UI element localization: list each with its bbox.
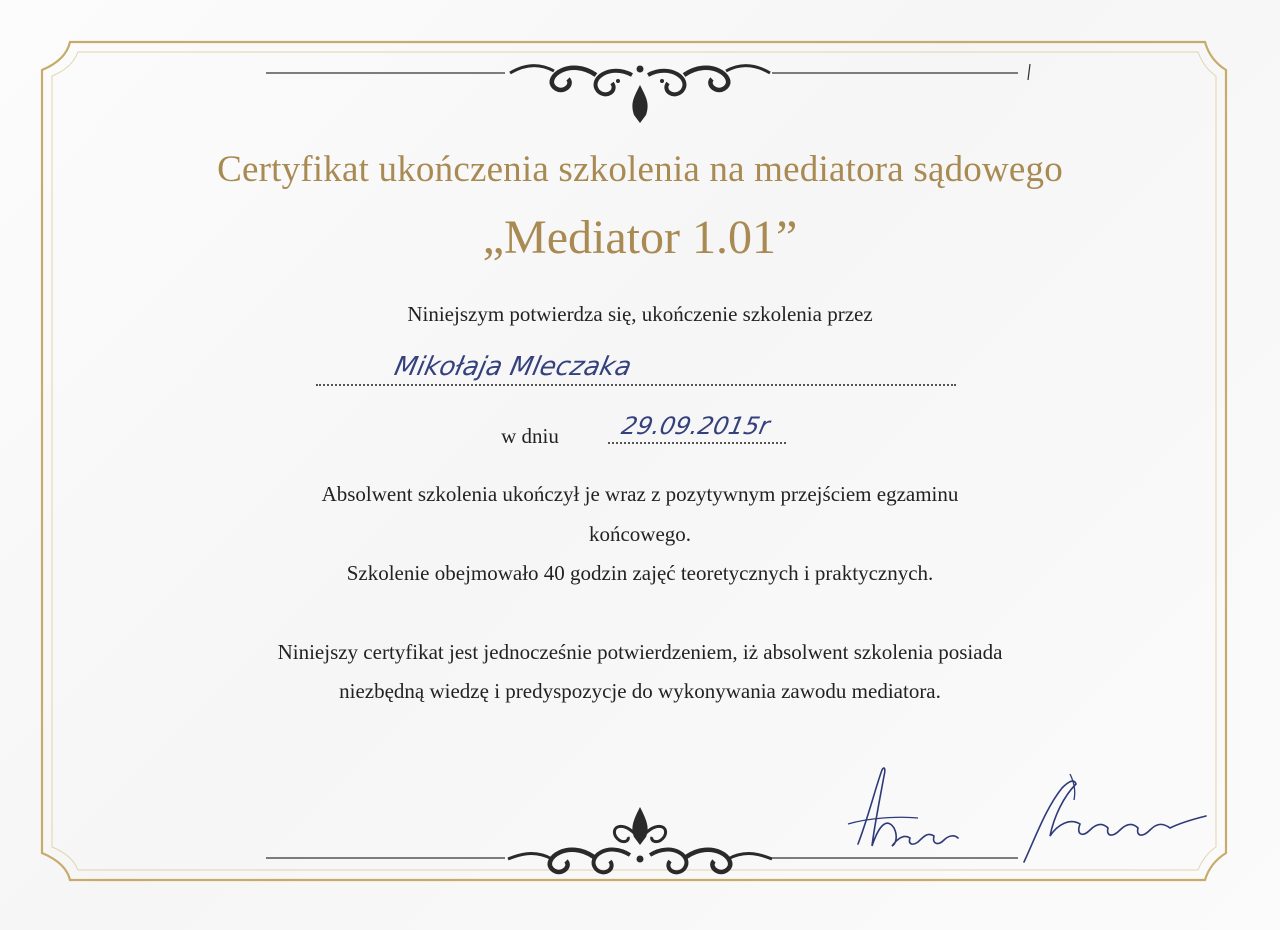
body-line-3: Szkolenie obejmowało 40 godzin zajęć teoretycznych i praktycznych. bbox=[346, 561, 934, 585]
body-line-1: Absolwent szkolenia ukończył je wraz z pozytywnym przejściem egzaminu bbox=[321, 482, 959, 506]
closing-line-2: niezbędną wiedzę i predyspozycje do wykonywania zawodu mediatora. bbox=[339, 679, 941, 703]
signature-1 bbox=[838, 758, 978, 862]
course-name: „Mediator 1.01” bbox=[482, 211, 798, 264]
intro-text: Niniejszym potwierdza się, ukończenie szkolenia przez bbox=[407, 302, 873, 326]
date-handwritten: 29.09.2015r bbox=[619, 412, 773, 440]
top-ornament-icon bbox=[510, 66, 770, 124]
recipient-dotted-line bbox=[316, 384, 956, 386]
body-line-2: końcowego. bbox=[588, 522, 692, 546]
signature-2 bbox=[1010, 758, 1226, 872]
date-label: w dniu bbox=[501, 424, 559, 448]
certificate-title: Certyfikat ukończenia szkolenia na mediatora sądowego bbox=[217, 149, 1063, 190]
recipient-name-handwritten: Mikołaja Mleczaka bbox=[391, 352, 635, 382]
closing-line-1: Niniejszy certyfikat jest jednocześnie potwierdzeniem, iż absolwent szkolenia posiada bbox=[277, 640, 1003, 664]
date-dotted-line bbox=[608, 442, 786, 444]
bottom-ornament-icon bbox=[508, 807, 772, 872]
